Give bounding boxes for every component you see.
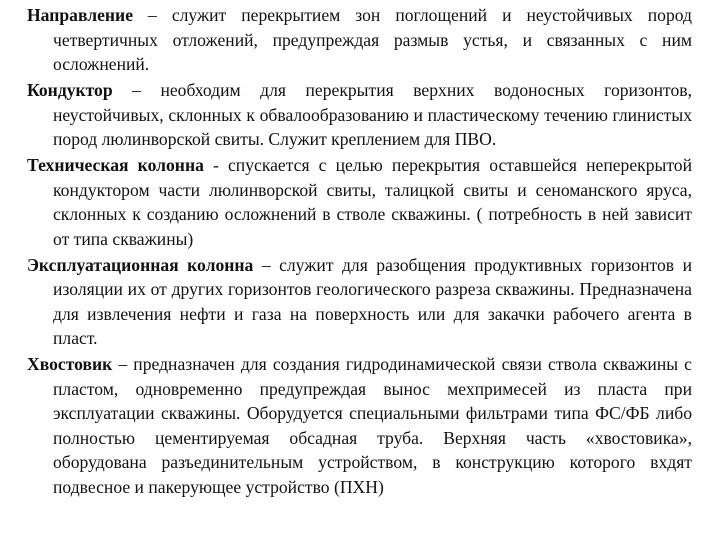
term-khvostovik: Хвостовик — [27, 354, 113, 374]
paragraph-konduktor — [27, 78, 692, 152]
term-konduktor: Кондуктор — [27, 80, 113, 100]
definition-ekspluatatsionnaya-kolonna: – служит для разобщения продуктивных горизонтов и изоляции их от других горизонтов геологического разреза скважины. Предназначена для извлечения нефти и газа на поверхность или для закачки рабочего агента в пласт. — [53, 254, 693, 348]
term-tekhnicheskaya-kolonna: Техническая колонна — [27, 155, 204, 175]
definition-napravlenie: – служит перекрытием зон поглощений и неустойчивых пород четвертичных отложений, предупреждая размыв устья, и связанных с ним осложнений. — [53, 5, 692, 74]
term-napravlenie: Направление — [27, 5, 134, 25]
definition-tekhnicheskaya-kolonna: - спускается с целью перекрытия оставшейся неперекрытой кондуктором части люлинворской свиты, талицкой свиты и сеноманского яруса, склонных к созданию осложнений в стволе скважины. ( потребность в ней зависит от типа скважины) — [53, 155, 692, 249]
paragraph-napravlenie — [27, 3, 692, 77]
definition-konduktor: – необходим для перекрытия верхних водоносных горизонтов, неустойчивых, склонных к обвалообразованию и пластическому течению глинистых пород люлинворской свиты. Служит креплением для ПВО. — [53, 80, 692, 149]
paragraph-tekhnicheskaya-kolonna — [27, 153, 692, 251]
document-page — [27, 3, 692, 501]
definition-khvostovik: – предназначен для создания гидродинамической связи ствола скважины с пластом, одновременно предупреждая вынос мехпримесей из пласта при эксплуатации скважины. Оборудуется специальными фильтрами типа ФС/ФБ либо полностью цементируемая обсадная труба. Верхняя часть «хвостовика», оборудована разъединительным устройством, в конструкцию которого вхдят подвесное и пакерующее устройство (ПХН) — [53, 354, 692, 497]
paragraph-khvostovik — [27, 352, 692, 499]
paragraph-ekspluatatsionnaya-kolonna — [27, 253, 692, 351]
term-ekspluatatsionnaya-kolonna: Эксплуатационная колонна — [27, 254, 254, 275]
